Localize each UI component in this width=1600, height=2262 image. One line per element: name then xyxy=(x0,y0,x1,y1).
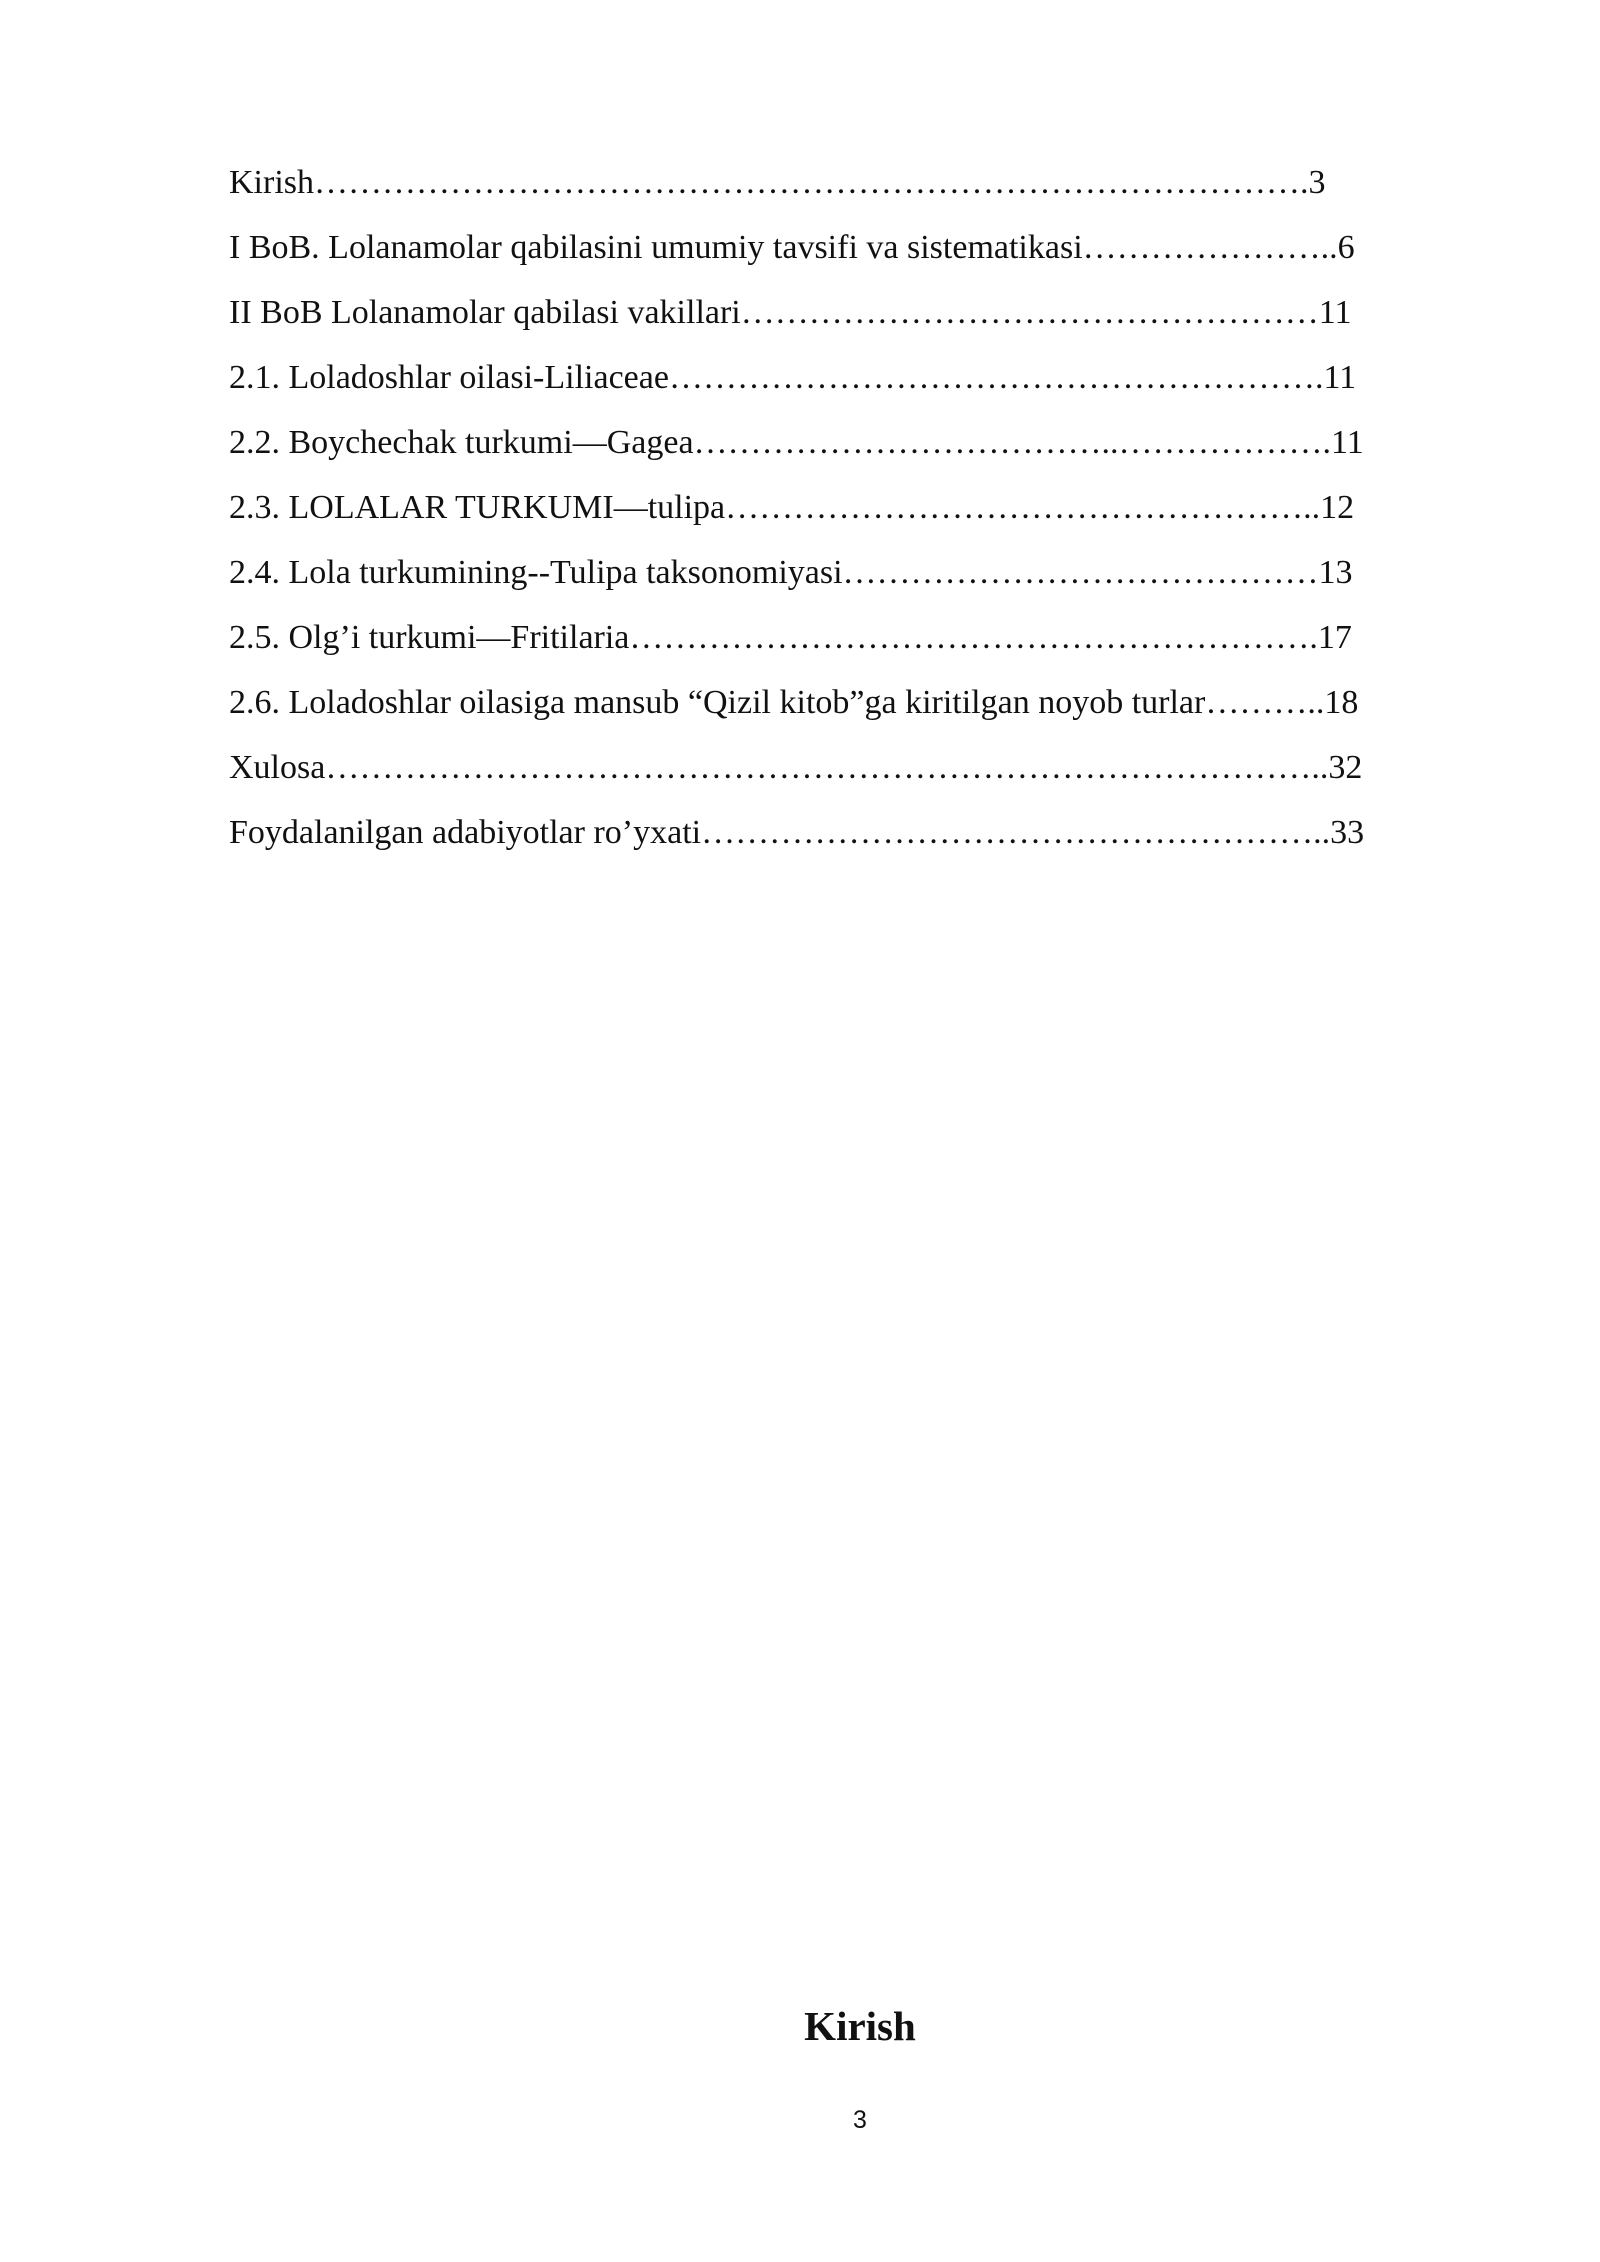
section-heading: Kirish xyxy=(804,2003,916,2049)
toc-entry-2-6: 2.6. Loladoshlar oilasiga mansub “Qizil kitob”ga kiritilgan noyob turlar………..18 xyxy=(229,684,1359,721)
toc-entry-kirish: Kirish…………………………………………………………………………….3 xyxy=(229,164,1326,201)
toc-entry-2-1: 2.1. Loladoshlar oilasi-Liliaceae………………………………………………….11 xyxy=(229,359,1357,396)
page-number: 3 xyxy=(853,2106,867,2134)
toc-entry-2-2: 2.2. Boychechak turkumi—Gagea………………………………..……………….11 xyxy=(229,424,1364,461)
toc-entry-chapter-2: II BoB Lolanamolar qabilasi vakillari……………………………………………11 xyxy=(229,294,1352,331)
toc-entry-xulosa: Xulosa……………………………………………………………………………..32 xyxy=(229,749,1363,786)
toc-entry-2-5: 2.5. Olg’i turkumi—Fritilaria…………………………………………………….17 xyxy=(229,619,1352,656)
toc-entry-references: Foydalanilgan adabiyotlar ro’yxati………………………………………………..33 xyxy=(229,814,1365,851)
toc-entry-chapter-1: I BoB. Lolanamolar qabilasini umumiy tavsifi va sistematikasi…………………..6 xyxy=(229,229,1355,266)
table-of-contents xyxy=(229,150,1489,865)
toc-entry-2-4: 2.4. Lola turkumining--Tulipa taksonomiyasi……………………………………13 xyxy=(229,554,1353,591)
toc-entry-2-3: 2.3. LOLALAR TURKUMI—tulipa……………………………………………..12 xyxy=(229,489,1355,526)
